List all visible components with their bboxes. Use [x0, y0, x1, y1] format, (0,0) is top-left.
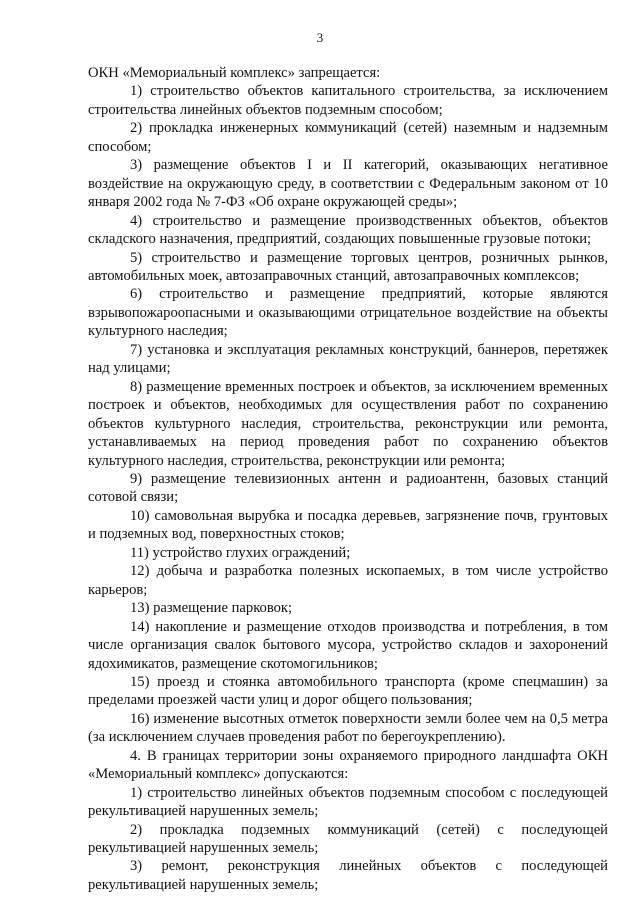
paragraph-prohibited-11: 11) устройство глухих ограждений;: [130, 544, 351, 561]
paragraph-prohibited-8: 8) размещение временных построек и объектов, за исключением временных построек и объектов, необходимых для осуществления работ по сохранению объектов культурного наследия, строительства, реконструкции или ремонта, устанавливаемых на период проведения работ по сохранению объектов культурного наследия, строительства, реконструкции или ремонта;: [88, 378, 608, 469]
document-body: [88, 64, 608, 894]
paragraph-prohibited-14: 14) накопление и размещение отходов производства и потребления, в том числе организация свалок бытового мусора, устройство складов и захоронений ядохимикатов, размещение скотомогильников;: [88, 618, 608, 672]
paragraph-prohibited-5: 5) строительство и размещение торговых центров, розничных рынков, автомобильных моек, автозаправочных станций, автозаправочных комплексов;: [88, 249, 608, 284]
paragraph-prohibited-6: 6) строительство и размещение предприятий, которые являются взрывопожароопасными и оказывающими отрицательное воздействие на объекты культурного наследия;: [88, 286, 608, 340]
paragraph-prohibited-15: 15) проезд и стоянка автомобильного транспорта (кроме спецмашин) за пределами проезжей части улиц и дорог общего пользования;: [88, 673, 608, 709]
paragraph-prohibited-12: 12) добыча и разработка полезных ископаемых, в том числе устройство карьеров;: [88, 563, 608, 598]
paragraph-prohibited-7: 7) установка и эксплуатация рекламных конструкций, баннеров, перетяжек над улицами;: [88, 341, 608, 377]
paragraph-allowed-3: 3) ремонт, реконструкция линейных объектов с последующей рекультивацией нарушенных земель;: [88, 858, 608, 893]
paragraph-prohibited-10: 10) самовольная вырубка и посадка деревьев, загрязнение почв, грунтовых и подземных вод, поверхностных стоков;: [88, 507, 608, 543]
paragraph-prohibited-3: 3) размещение объектов I и II категорий, оказывающих негативное воздействие на окружающую среду, в соответствии с Федеральным законом от 10 января 2002 года № 7-ФЗ «Об охране окружающей среды»;: [88, 157, 608, 211]
paragraph-prohibited-4: 4) строительство и размещение производственных объектов, объектов складского назначения, предприятий, создающих повышенные грузовые потоки;: [88, 212, 608, 248]
paragraph-prohibited-1: 1) строительство объектов капитального строительства, за исключением строительства линейных объектов подземным способом;: [88, 83, 608, 118]
page-number: 3: [316, 30, 324, 45]
paragraph-prohibited-2: 2) прокладка инженерных коммуникаций (сетей) наземным и надземным способом;: [88, 120, 608, 155]
paragraph-allowed-2: 2) прокладка подземных коммуникаций (сетей) с последующей рекультивацией нарушенных земель;: [88, 821, 608, 857]
paragraph-prohibited-13: 13) размещение парковок;: [130, 600, 293, 617]
paragraph-prohibited-9: 9) размещение телевизионных антенн и радиоантенн, базовых станций сотовой связи;: [88, 470, 608, 506]
paragraph-section-4: 4. В границах территории зоны охраняемого природного ландшафта ОКН «Мемориальный комплекс» допускаются:: [88, 747, 608, 783]
paragraph-intro: ОКН «Мемориальный комплекс» запрещается:: [88, 65, 381, 81]
paragraph-allowed-1: 1) строительство линейных объектов подземным способом с последующей рекультивацией нарушенных земель;: [88, 784, 608, 820]
paragraph-prohibited-16: 16) изменение высотных отметок поверхности земли более чем на 0,5 метра (за исключением случаев проведения работ по берегоукреплению).: [88, 710, 608, 746]
